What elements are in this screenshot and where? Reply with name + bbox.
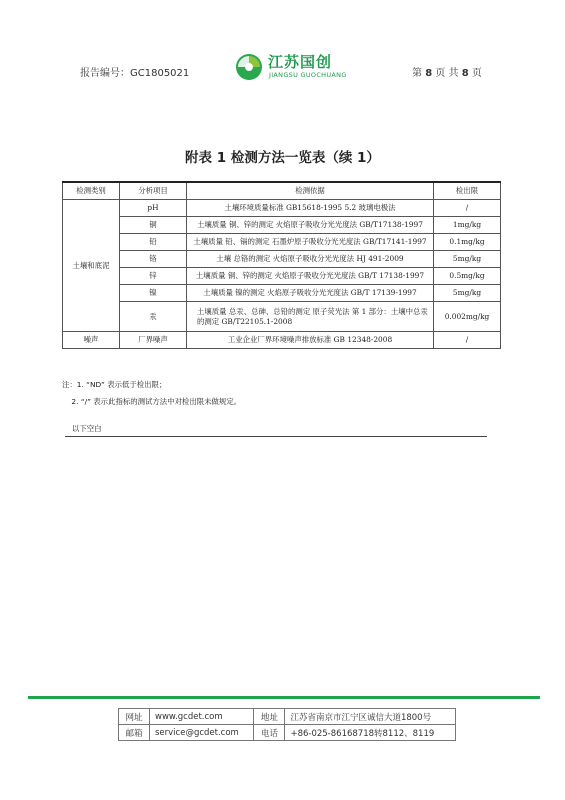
method-cell: 土壤环境质量标准 GB15618-1995 5.2 玻璃电极法 (187, 200, 434, 217)
item-cell: pH (120, 200, 187, 217)
limit-cell: 5mg/kg (434, 285, 501, 302)
item-cell: 汞 (120, 302, 187, 332)
item-cell: 厂界噪声 (120, 332, 187, 349)
limit-cell: 0.5mg/kg (434, 268, 501, 285)
phone-value: +86-025-86168718转8112、8119 (285, 725, 456, 741)
header-limit: 检出限 (434, 182, 501, 200)
item-cell: 铬 (120, 251, 187, 268)
header-method: 检测依据 (187, 182, 434, 200)
table-row (63, 200, 501, 217)
limit-cell: / (434, 200, 501, 217)
detection-methods-table (62, 181, 501, 349)
item-cell: 镍 (120, 285, 187, 302)
method-cell: 工业企业厂界环境噪声排放标准 GB 12348-2008 (187, 332, 434, 349)
company-logo-icon (234, 52, 264, 82)
header-category: 检测类别 (63, 182, 120, 200)
table-row (63, 251, 501, 268)
phone-label: 电话 (254, 725, 285, 741)
method-cell: 土壤 总铬的测定 火焰原子吸收分光光度法 HJ 491-2009 (187, 251, 434, 268)
table-notes (62, 376, 241, 410)
footer-divider (28, 696, 540, 699)
table-row (63, 302, 501, 332)
table-row (63, 332, 501, 349)
limit-cell: 5mg/kg (434, 251, 501, 268)
company-name-cn: 江苏国创 (268, 53, 333, 71)
item-cell: 铅 (120, 234, 187, 251)
company-name-en: JIANGSU GUOCHUANG (269, 71, 347, 79)
item-cell: 锌 (120, 268, 187, 285)
address-value: 江苏省南京市江宁区诚信大道1800号 (285, 709, 456, 725)
limit-cell: 0.1mg/kg (434, 234, 501, 251)
blank-below-mark: 以下空白 (72, 424, 102, 433)
table-row (63, 217, 501, 234)
item-cell: 铜 (120, 217, 187, 234)
method-cell: 土壤质量 铅、镉的测定 石墨炉原子吸收分光光度法 GB/T17141-1997 (187, 234, 434, 251)
address-label: 地址 (254, 709, 285, 725)
email-link[interactable]: service@gcdet.com (150, 725, 254, 741)
footer-contact-table (118, 708, 456, 741)
method-cell: 土壤质量 铜、锌的测定 火焰原子吸收分光光度法 GB/T 17138-1997 (187, 268, 434, 285)
page-number: 第 8 页 共 8 页 (412, 68, 482, 79)
table-header-row (63, 182, 501, 200)
note-1: 注：1. “ND” 表示低于检出限； (62, 380, 167, 389)
header-item: 分析项目 (120, 182, 187, 200)
method-cell: 土壤质量 镍的测定 火焰原子吸收分光光度法 GB/T 17139-1997 (187, 285, 434, 302)
limit-cell: / (434, 332, 501, 349)
limit-cell: 1mg/kg (434, 217, 501, 234)
table-row (63, 234, 501, 251)
blank-below-line (65, 436, 487, 437)
table-row (63, 268, 501, 285)
table-row (63, 285, 501, 302)
email-label: 邮箱 (119, 725, 150, 741)
page-title: 附表 1 检测方法一览表（续 1） (185, 150, 380, 166)
report-number: 报告编号：GC1805021 (80, 68, 190, 79)
footer-row (119, 709, 456, 725)
website-link[interactable]: www.gcdet.com (150, 709, 254, 725)
category-cell: 土壤和底泥 (63, 200, 120, 332)
note-2: 2. “/” 表示此指标的测试方法中对检出限未做规定。 (62, 397, 242, 406)
website-label: 网址 (119, 709, 150, 725)
limit-cell: 0.002mg/kg (434, 302, 501, 332)
method-cell: 土壤质量 总汞、总砷、总铅的测定 原子荧光法 第 1 部分：土壤中总汞的测定 GB/T22105.1-2008 (187, 302, 434, 332)
category-cell: 噪声 (63, 332, 120, 349)
method-cell: 土壤质量 铜、锌的测定 火焰原子吸收分光光度法 GB/T17138-1997 (187, 217, 434, 234)
footer-row (119, 725, 456, 741)
